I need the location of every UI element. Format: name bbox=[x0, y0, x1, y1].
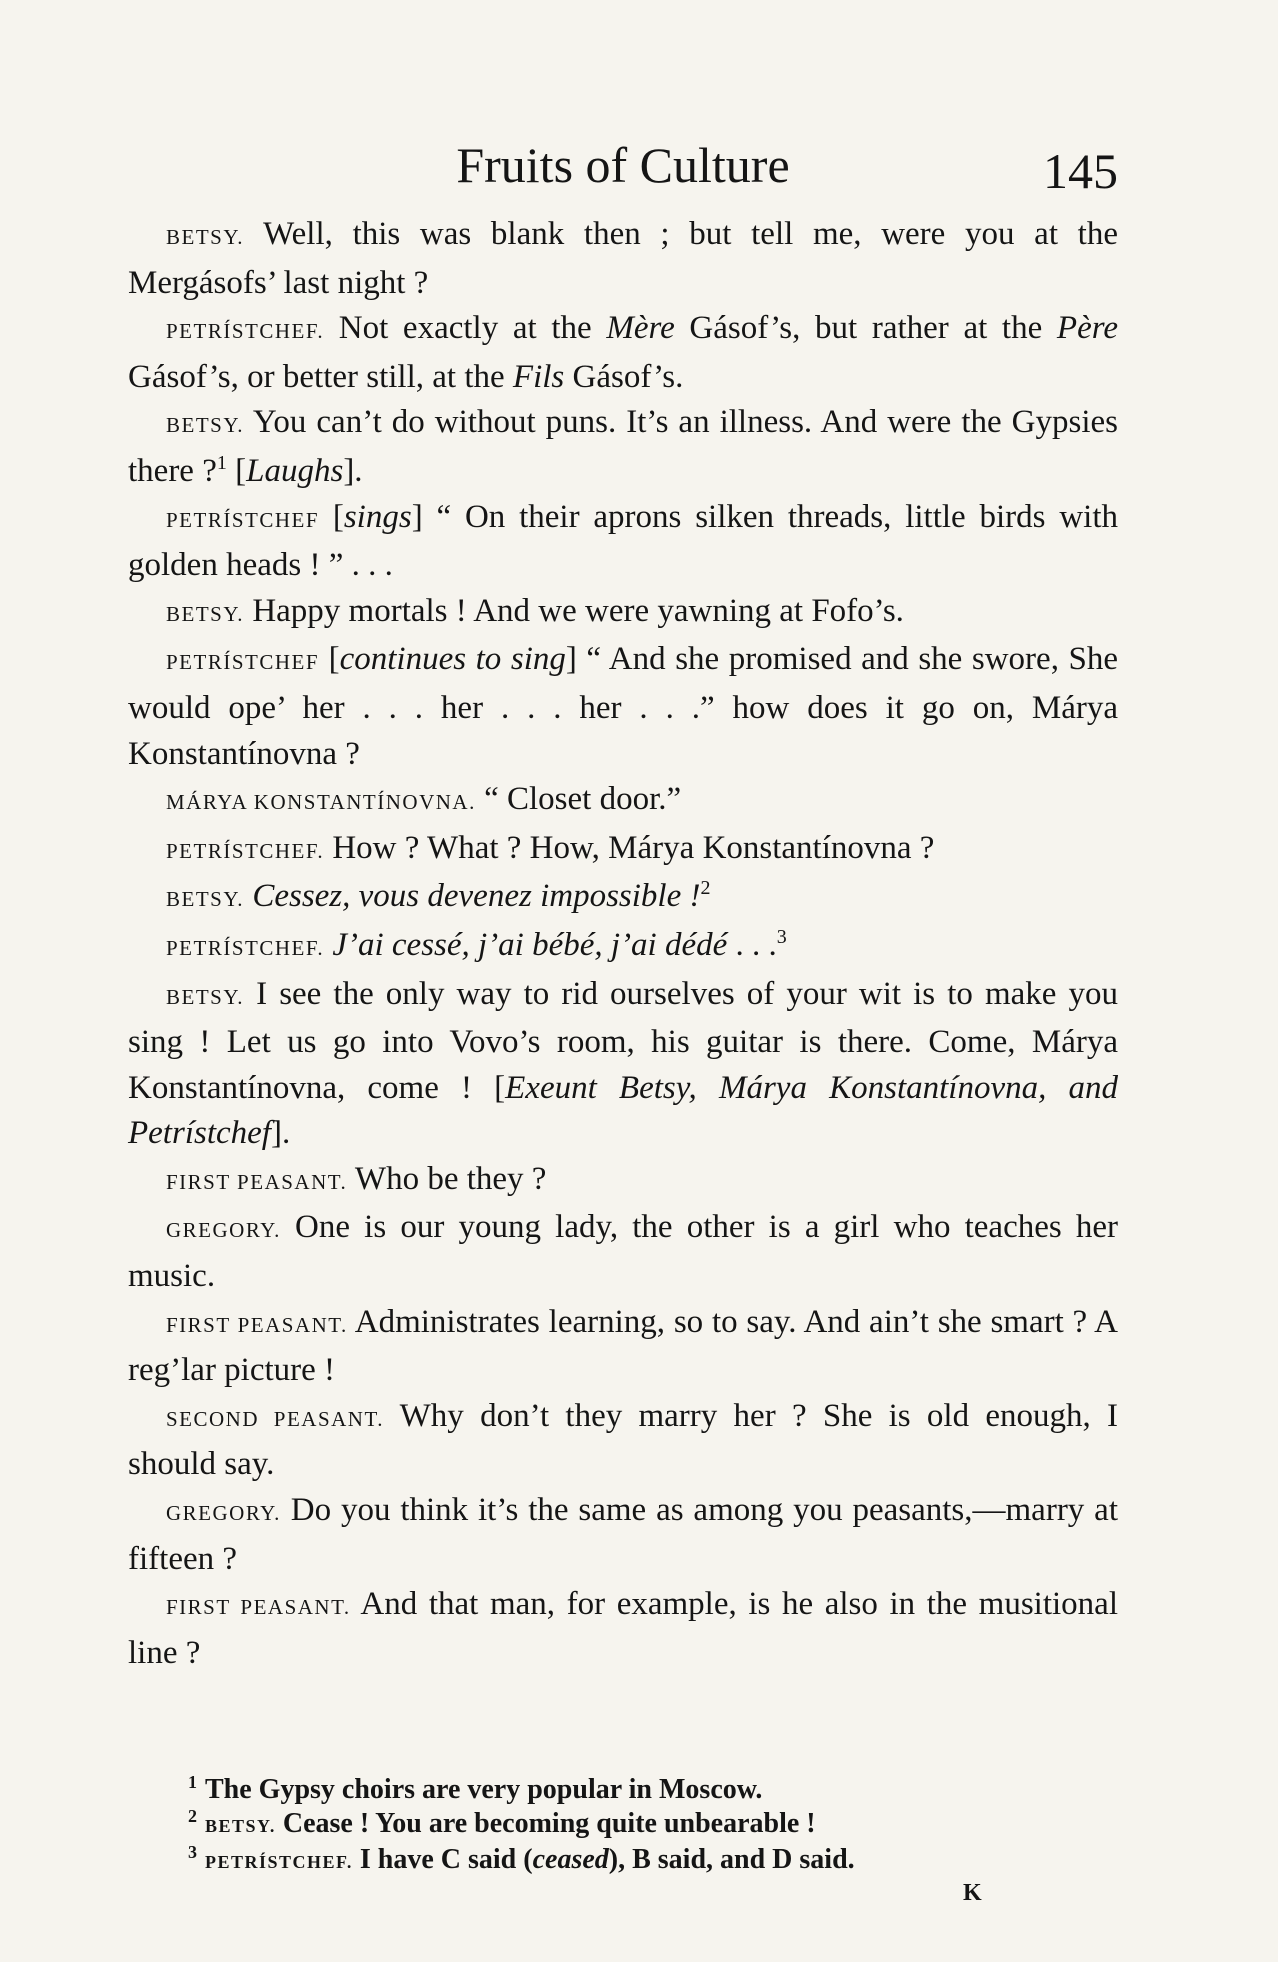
dialogue-paragraph: FIRST PEASANT. Who be they ? bbox=[166, 1160, 547, 1197]
dialogue-paragraph: PETRÍSTCHEF. How ? What ? How, Márya Konstantínovna ? bbox=[166, 829, 935, 866]
speaker-name: PETRÍSTCHEF. bbox=[166, 935, 325, 960]
speaker-name: PETRÍSTCHEF bbox=[166, 650, 320, 675]
dialogue-paragraph: SECOND PEASANT. Why don’t they marry her ? She is old enough, I should say. bbox=[128, 1397, 1118, 1483]
speaker-name: PETRÍSTCHEF. bbox=[166, 319, 325, 344]
stage-direction: Exeunt Betsy, Márya Konstantínovna, and Petrístchef bbox=[128, 1069, 1119, 1152]
speaker-name: MÁRYA KONSTANTÍNOVNA. bbox=[166, 790, 476, 815]
footnote-mark: 3 bbox=[188, 1841, 197, 1862]
dialogue-paragraph: FIRST PEASANT. Administrates learning, so to say. And ain’t she smart ? A reg’lar picture ! bbox=[128, 1303, 1118, 1389]
stage-direction: sings bbox=[343, 498, 412, 535]
dialogue-paragraph: BETSY. Cessez, vous devenez impossible !$^2$ bbox=[166, 877, 711, 915]
footnote-ref: 1 bbox=[216, 451, 227, 474]
speaker-name: BETSY. bbox=[205, 1816, 276, 1836]
footnote-ref: 2 bbox=[700, 877, 711, 900]
speaker-name: FIRST PEASANT. bbox=[166, 1312, 348, 1337]
dialogue-paragraph: GREGORY. One is our young lady, the other is a girl who teaches her music. bbox=[128, 1209, 1118, 1295]
dialogue-paragraph: GREGORY. Do you think it’s the same as among you peasants,—marry at fifteen ? bbox=[128, 1492, 1118, 1577]
page-number: 145 bbox=[1043, 143, 1118, 199]
speaker-name: BETSY. bbox=[166, 413, 245, 438]
dialogue-paragraph: PETRÍSTCHEF. J’ai cessé, j’ai bébé, j’ai dédé . . .$^3$ bbox=[166, 925, 787, 963]
speaker-name: BETSY. bbox=[166, 225, 245, 249]
dialogue-paragraph: BETSY. Happy mortals ! And we were yawning at Fofo’s. bbox=[166, 592, 904, 629]
dialogue-text bbox=[128, 212, 1118, 1676]
speaker-name: PETRÍSTCHEF. bbox=[166, 838, 325, 863]
dialogue-paragraph: MÁRYA KONSTANTÍNOVNA. “ Closet door.” bbox=[166, 781, 682, 818]
dialogue-paragraph: BETSY. I see the only way to rid ourselves of your wit is to make you sing ! Let us go into Vovo’s room, his guitar is there. Come, Márya Konstantínovna, come ! [Exeunt Betsy, Márya Konstantínovna, and Petrístchef]. bbox=[128, 975, 1119, 1152]
dialogue-paragraph: PETRÍSTCHEF [continues to sing] “ And she promised and she swore, She would ope’ her . . . her . . . her . . .” how does it go on, Márya Konstantínovna ? bbox=[128, 641, 1119, 772]
speaker-name: PETRÍSTCHEF. bbox=[205, 1852, 353, 1872]
footnote: $^1$ The Gypsy choirs are very popular in Moscow. bbox=[188, 1771, 763, 1805]
speaker-name: GREGORY. bbox=[166, 1501, 281, 1526]
speaker-name: SECOND PEASANT. bbox=[166, 1406, 384, 1431]
speaker-name: FIRST PEASANT. bbox=[166, 1595, 351, 1620]
speaker-name: BETSY. bbox=[166, 887, 245, 912]
footnote-mark: 1 bbox=[188, 1771, 197, 1792]
dialogue-paragraph: BETSY. You can’t do without puns. It’s an illness. And were the Gypsies there ?$^1$ [Laughs]. bbox=[128, 404, 1118, 489]
footnotes bbox=[188, 1773, 1068, 1879]
speaker-name: PETRÍSTCHEF bbox=[166, 507, 320, 532]
speaker-name: BETSY. bbox=[166, 601, 245, 626]
dialogue-paragraph: PETRÍSTCHEF [sings] “ On their aprons silken threads, little birds with golden heads ! ” . . . bbox=[128, 498, 1118, 584]
footnote-mark: 2 bbox=[188, 1805, 197, 1826]
footnote-ref: 3 bbox=[776, 925, 787, 948]
header-title: Fruits of Culture bbox=[456, 137, 790, 193]
dialogue-paragraph: PETRÍSTCHEF. Not exactly at the Mère Gásof’s, but rather at the Père Gásof’s, or better still, at the Fils Gásof’s. bbox=[128, 310, 1118, 395]
footnote: $^2$BETSY. Cease ! You are becoming quite unbearable ! bbox=[188, 1805, 816, 1839]
footnote: $^3$PETRÍSTCHEF. I have C said (ceased), B said, and D said. bbox=[188, 1841, 855, 1875]
stage-direction: Laughs bbox=[246, 452, 344, 489]
signature-mark: K bbox=[963, 1880, 982, 1906]
speaker-name: GREGORY. bbox=[166, 1218, 281, 1243]
speaker-name: FIRST PEASANT. bbox=[166, 1169, 348, 1194]
speaker-name: BETSY. bbox=[166, 984, 245, 1009]
dialogue-paragraph: BETSY. Well, this was blank then ; but tell me, were you at the Mergásofs’ last night ? bbox=[128, 216, 1118, 301]
running-header bbox=[128, 136, 1118, 206]
dialogue-paragraph: FIRST PEASANT. And that man, for example, is he also in the musitional line ? bbox=[128, 1586, 1118, 1671]
stage-direction: continues to sing bbox=[339, 641, 566, 678]
